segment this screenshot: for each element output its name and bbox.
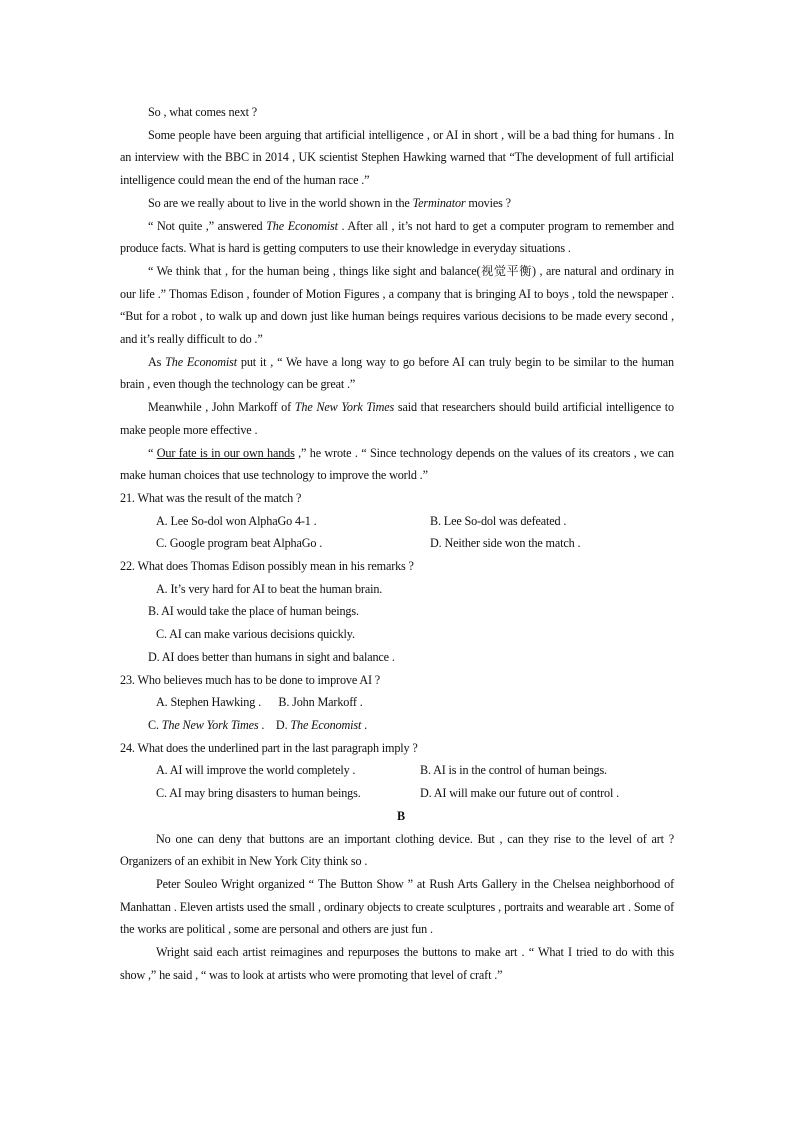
option-a: A. It’s very hard for AI to beat the human brain. xyxy=(156,581,383,596)
paragraph: So are we really about to live in the world shown in the Terminator movies ? xyxy=(148,195,511,210)
option-d: D. The Economist . xyxy=(275,717,368,732)
question-23-options-row xyxy=(120,691,674,714)
paragraph: No one can deny that buttons are an important clothing device. But , can they rise to the level of art ? Organizers of an exhibit in New York City think so . xyxy=(120,831,674,869)
option-c: C. AI can make various decisions quickly. xyxy=(156,627,355,642)
question-23-stem: 23. Who believes much has to be done to improve AI ? xyxy=(120,672,381,687)
paragraph: So , what comes next ? xyxy=(148,105,258,119)
option-a: A. AI will improve the world completely . xyxy=(156,763,356,778)
paragraph: As The Economist put it , “ We have a long way to go before AI can truly begin to be similar to the human brain , even though the technology can be great .” xyxy=(120,354,674,392)
paragraph: Wright said each artist reimagines and repurposes the buttons to make art . “ What I tried to do with this show ,” he said , “ was to look at artists who were promoting that level of craft .” xyxy=(120,945,674,982)
option-c: C. The New York Times . xyxy=(148,717,265,732)
option-d: D. AI will make our future out of control . xyxy=(420,786,619,801)
section-heading: B xyxy=(397,808,405,823)
paragraph: “ Our fate is in our own hands ,” he wrote . “ Since technology depends on the values of its creators , we can make human choices that use technology to improve the world .” xyxy=(120,445,674,483)
question-24-options-row xyxy=(120,782,674,805)
italic-title: The Economist xyxy=(266,218,338,233)
underlined-phrase: Our fate is in our own hands xyxy=(156,445,295,460)
question-22-stem: 22. What does Thomas Edison possibly mean in his remarks ? xyxy=(120,559,414,574)
italic-title: The Economist xyxy=(165,354,237,369)
paragraph: Peter Souleo Wright organized “ The Button Show ” at Rush Arts Gallery in the Chelsea neighborhood of Manhattan . Eleven artists used the small , ordinary objects to create sculptures , portraits and wearable art . Some of the works are political , some are personal and others are just fun . xyxy=(120,876,674,937)
paragraph: Some people have been arguing that artificial intelligence , or AI in short , will be a bad thing for humans . In an interview with the BBC in 2014 , UK scientist Stephen Hawking warned that “The development of full artificial intelligence could mean the end of the human race .” xyxy=(120,127,674,188)
option-a: A. Lee So-dol won AlphaGo 4-1 . xyxy=(156,513,317,528)
italic-title: Terminator xyxy=(412,195,466,210)
option-c: C. Google program beat AlphaGo . xyxy=(156,536,323,551)
question-21-stem: 21. What was the result of the match ? xyxy=(120,490,302,505)
option-b: B. Lee So-dol was defeated . xyxy=(430,513,567,528)
paragraph: “ We think that , for the human being , things like sight and balance(视觉平衡) , are natural and ordinary in our life .” Thomas Edison , founder of Motion Figures , a company that is bringing AI to boys , told the newspaper . “But for a robot , to walk up and down just like human beings requires various decisions to be made every second , and it’s really difficult to do .” xyxy=(120,263,674,347)
question-21-options-row xyxy=(120,510,674,533)
option-d: D. Neither side won the match . xyxy=(430,536,581,551)
option-a: A. Stephen Hawking . xyxy=(156,695,261,710)
italic-title: The New York Times xyxy=(294,400,395,415)
document-page xyxy=(120,101,674,986)
question-24-stem: 24. What does the underlined part in the last paragraph imply ? xyxy=(120,740,418,755)
question-23-options-row xyxy=(120,714,674,737)
option-d: D. AI does better than humans in sight and balance . xyxy=(148,649,395,664)
question-21-options-row xyxy=(120,532,674,555)
option-c: C. AI may bring disasters to human beings. xyxy=(156,786,361,801)
question-24-options-row xyxy=(120,759,674,782)
paragraph: “ Not quite ,” answered The Economist . After all , it’s not hard to get a computer program to remember and produce facts. What is hard is getting computers to use their knowledge in everyday situations . xyxy=(120,218,675,256)
option-b: B. AI is in the control of human beings. xyxy=(420,763,607,778)
option-b: B. AI would take the place of human beings. xyxy=(148,604,359,619)
paragraph: Meanwhile , John Markoff of The New York Times said that researchers should build artificial intelligence to make people more effective . xyxy=(120,400,674,437)
option-b: B. John Markoff . xyxy=(278,695,363,710)
